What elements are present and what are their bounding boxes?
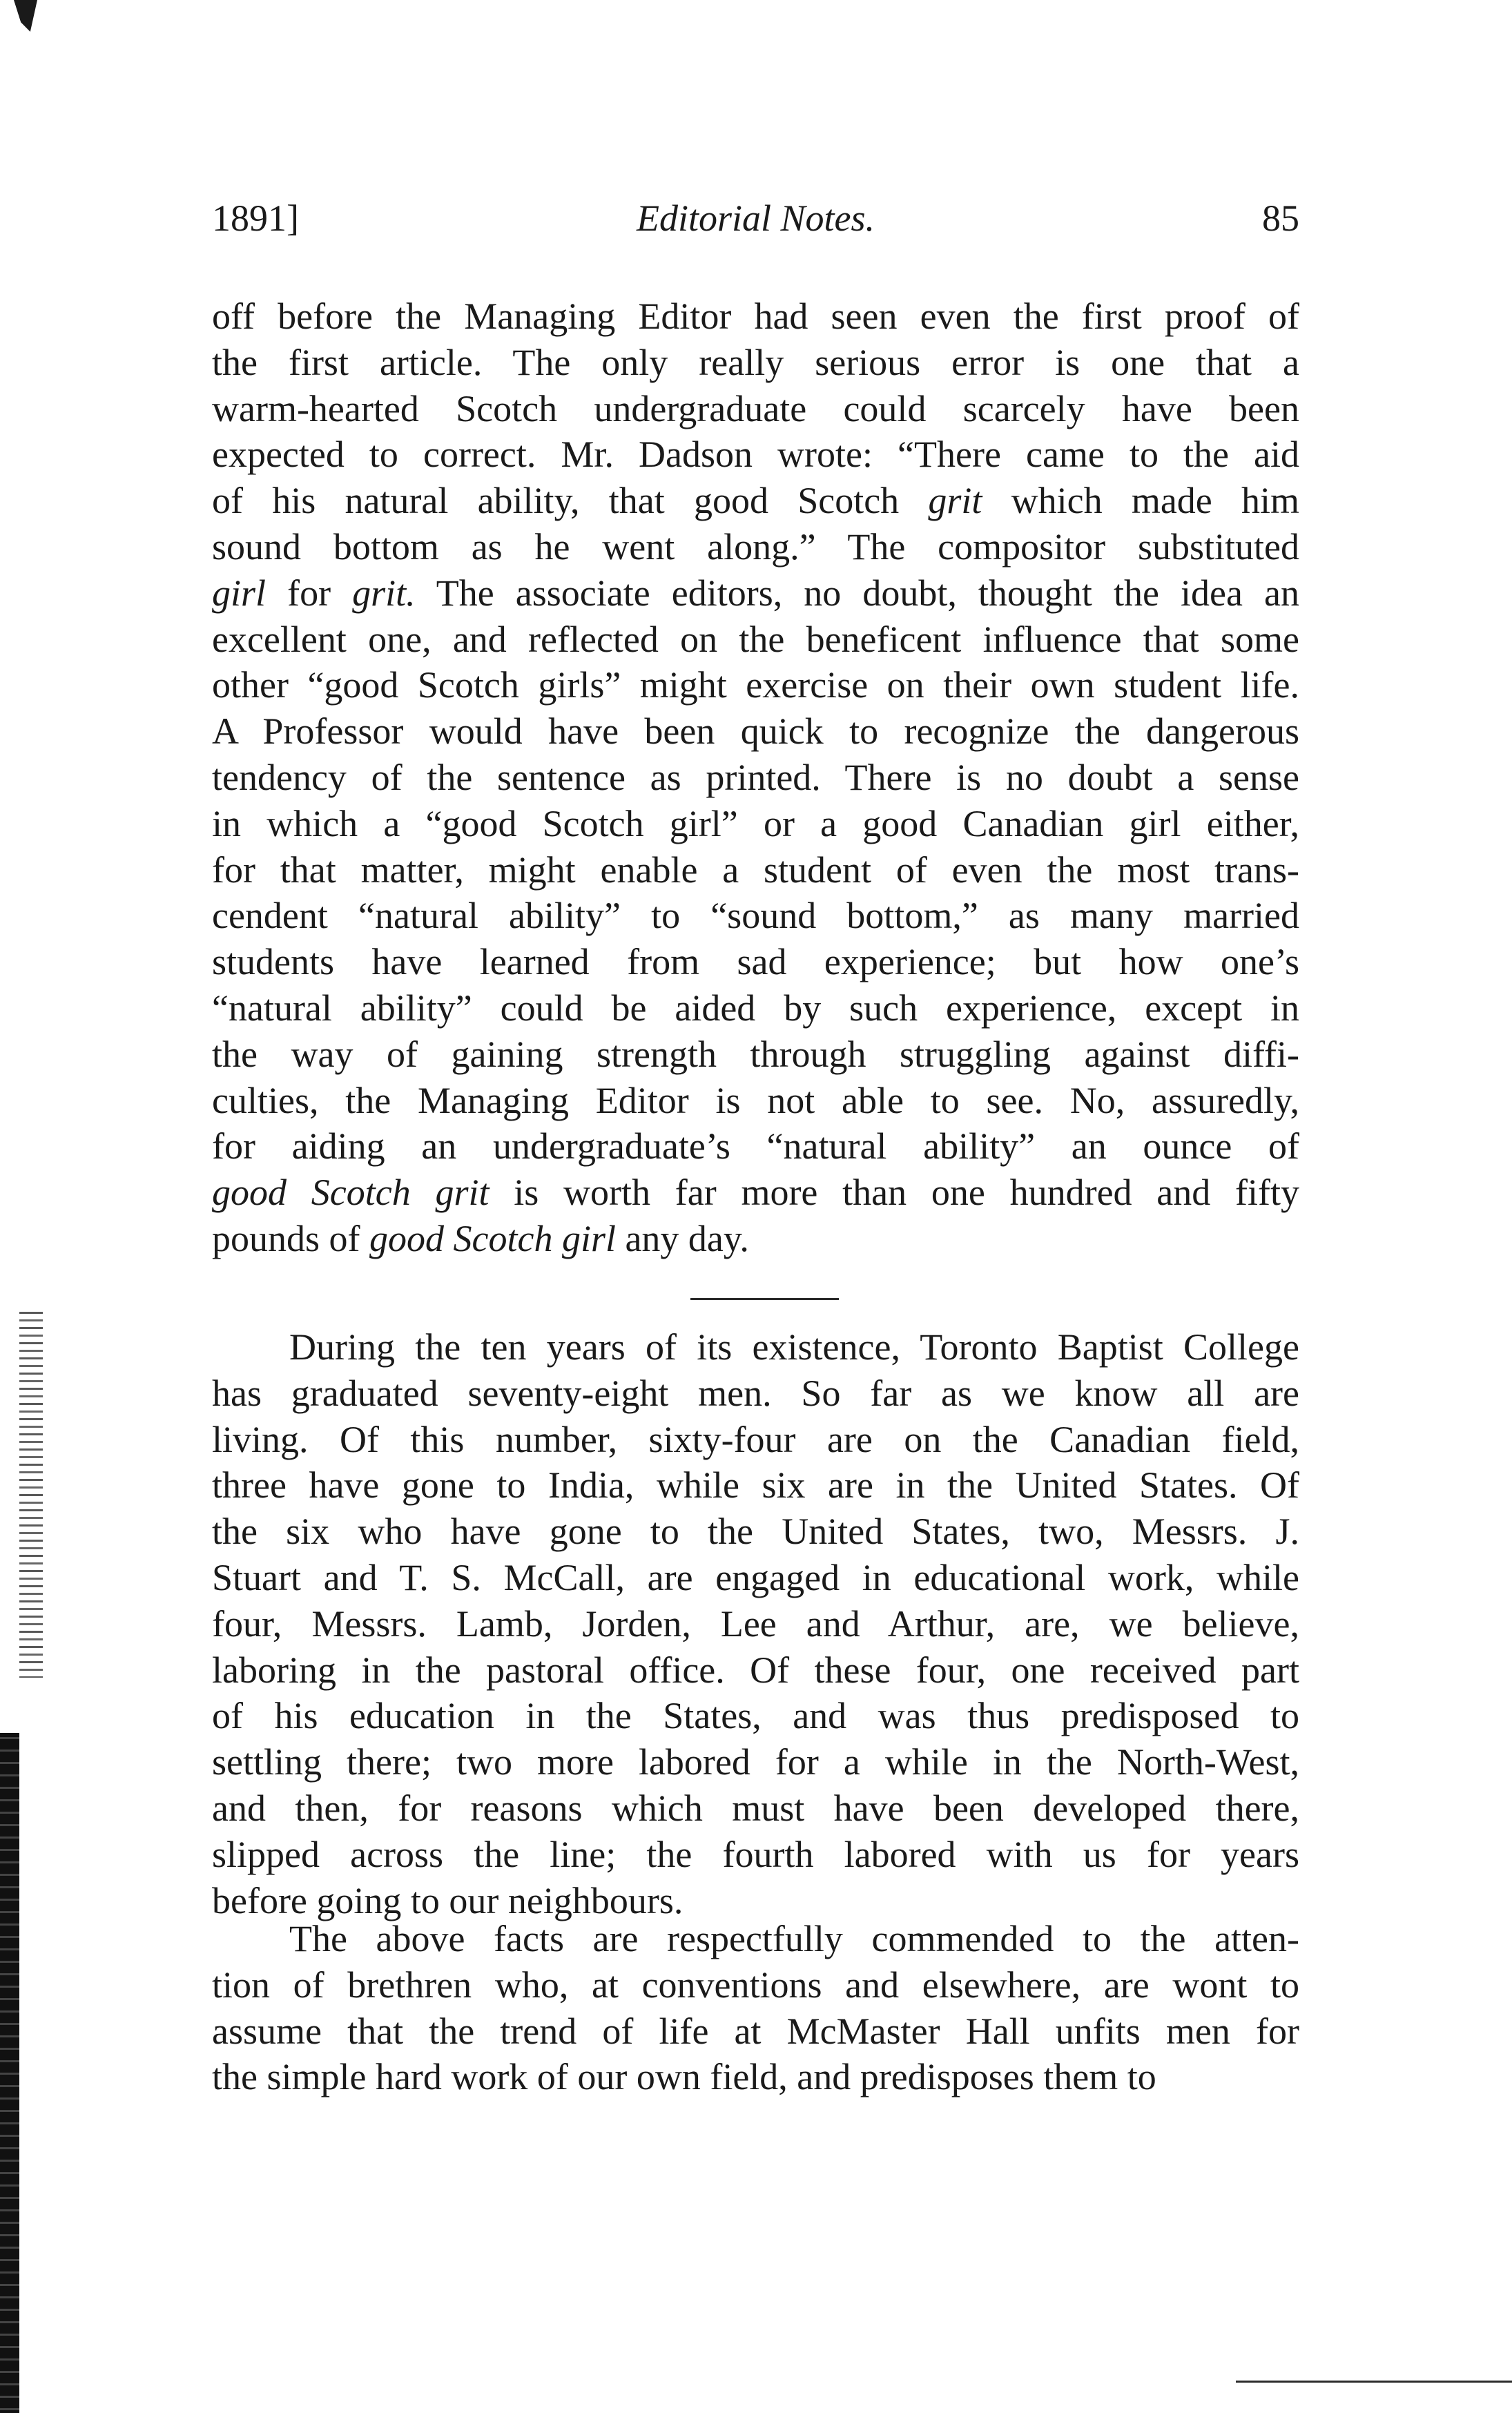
text-line: A Professor would have been quick to recognize the dangerous	[212, 710, 1299, 753]
text-line: living. Of this number, sixty-four are on the Canadian field,	[212, 1418, 1299, 1460]
text-run: any day.	[615, 1217, 749, 1259]
italic-run: good Scotch girl	[369, 1217, 616, 1259]
text-run: for	[266, 572, 353, 614]
text-line: assume that the trend of life at McMaster Hall unfits men for	[212, 2010, 1299, 2052]
text-line: before going to our neighbours.	[212, 1879, 684, 1921]
paragraph-1	[212, 293, 1299, 1262]
text-run: pounds of	[212, 1217, 369, 1259]
text-line: has graduated seventy-eight men. So far as we know all are	[212, 1372, 1299, 1414]
section-divider-rule	[690, 1298, 839, 1300]
text-line: off before the Managing Editor had seen even the first proof of	[212, 295, 1299, 337]
text-line: the six who have gone to the United States, two, Messrs. J.	[212, 1511, 1299, 1553]
text-line: During the ten years of its existence, Toronto Baptist College	[289, 1326, 1299, 1368]
italic-run: grit.	[352, 572, 416, 614]
text-line: expected to correct. Mr. Dadson wrote: “There came to the aid	[212, 434, 1299, 476]
text-line: slipped across the line; the fourth labored with us for years	[212, 1833, 1299, 1875]
scan-edge-speckle	[19, 1312, 43, 1678]
text-line: laboring in the pastoral office. Of these four, one received part	[212, 1649, 1299, 1691]
italic-run: grit	[928, 480, 982, 522]
text-run: The associate editors, no doubt, thought the idea an	[415, 572, 1300, 614]
text-line	[212, 1170, 1299, 1216]
italic-run: girl	[212, 572, 266, 614]
text-line: excellent one, and reflected on the beneficent influence that some	[212, 618, 1299, 660]
header-year: 1891]	[212, 197, 299, 239]
text-line: and then, for reasons which must have been developed there,	[212, 1787, 1299, 1829]
text-line	[212, 570, 1299, 617]
scan-edge-strip	[0, 1733, 19, 2413]
running-header	[212, 197, 1299, 252]
text-line: tendency of the sentence as printed. There is no doubt a sense	[212, 756, 1299, 798]
text-line: students have learned from sad experience; but how one’s	[212, 941, 1299, 983]
text-line: in which a “good Scotch girl” or a good Canadian girl either,	[212, 802, 1299, 844]
scan-bottom-line	[1236, 2381, 1512, 2383]
text-line	[212, 478, 1299, 524]
text-line: other “good Scotch girls” might exercise on their own student life.	[212, 664, 1299, 706]
text-line: for that matter, might enable a student of even the most trans-	[212, 849, 1299, 891]
page-number: 85	[1262, 197, 1299, 239]
text-run: of his natural ability, that good Scotch	[212, 480, 929, 522]
text-line: three have gone to India, while six are in the United States. Of	[212, 1464, 1299, 1506]
scan-corner-mark	[14, 0, 37, 32]
text-line: culties, the Managing Editor is not able to see. No, assuredly,	[212, 1079, 1299, 1121]
text-line: Stuart and T. S. McCall, are engaged in educational work, while	[212, 1556, 1299, 1598]
text-line: four, Messrs. Lamb, Jorden, Lee and Arthur, are, we believe,	[212, 1602, 1299, 1645]
header-title: Editorial Notes.	[636, 197, 875, 239]
text-line: settling there; two more labored for a while in the North-West,	[212, 1741, 1299, 1783]
text-line: the simple hard work of our own field, and predisposes them to	[212, 2056, 1156, 2098]
text-line: “natural ability” could be aided by such experience, except in	[212, 987, 1299, 1029]
text-line: cendent “natural ability” to “sound bottom,” as many married	[212, 895, 1299, 937]
text-line: of his education in the States, and was thus predisposed to	[212, 1695, 1299, 1737]
paragraph-3	[212, 1916, 1299, 2100]
paragraph-2	[212, 1324, 1299, 1923]
italic-run: good Scotch grit	[212, 1172, 490, 1214]
text-line: for aiding an undergraduate’s “natural ability” an ounce of	[212, 1125, 1299, 1167]
text-run: which made him	[982, 480, 1299, 522]
text-line	[212, 1216, 1299, 1262]
text-run: is worth far more than one hundred and fifty	[489, 1172, 1299, 1214]
text-line: sound bottom as he went along.” The compositor substituted	[212, 525, 1299, 568]
text-line: the way of gaining strength through struggling against diffi-	[212, 1033, 1299, 1075]
text-line: tion of brethren who, at conventions and elsewhere, are wont to	[212, 1964, 1299, 2006]
text-line: The above facts are respectfully commended to the atten-	[289, 1918, 1299, 1959]
text-line: warm-hearted Scotch undergraduate could scarcely have been	[212, 387, 1299, 429]
text-line: the first article. The only really serious error is one that a	[212, 341, 1299, 383]
